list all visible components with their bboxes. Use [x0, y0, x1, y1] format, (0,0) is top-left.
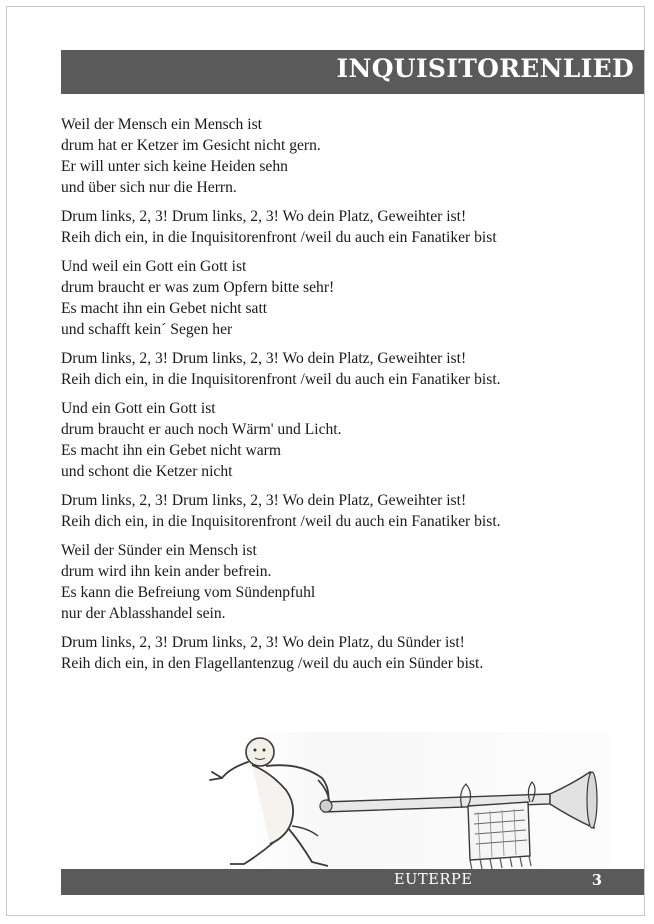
lyric-line: Und weil ein Gott ein Gott ist [61, 258, 247, 275]
lyric-line: Reih dich ein, in den Flagellantenzug /weil du auch ein Sünder bist. [61, 655, 484, 672]
lyric-line: Weil der Mensch ein Mensch ist [61, 116, 262, 133]
lyric-line: drum wird ihn kein ander befrein. [61, 563, 272, 580]
lyric-line: Es macht ihn ein Gebet nicht satt [61, 300, 268, 317]
lyric-line: Drum links, 2, 3! Drum links, 2, 3! Wo dein Platz, Geweihter ist! [61, 492, 467, 509]
lyric-line: drum braucht er auch noch Wärm' und Licht. [61, 421, 342, 438]
lyric-line: Es macht ihn ein Gebet nicht warm [61, 442, 281, 459]
lyric-line: drum braucht er was zum Opfern bitte sehr! [61, 279, 335, 296]
page-number: 3 [591, 872, 602, 889]
lyric-line: Weil der Sünder ein Mensch ist [61, 542, 257, 559]
lyric-line: Reih dich ein, in die Inquisitorenfront /weil du auch ein Fanatiker bist. [61, 513, 501, 530]
lyric-line: und schont die Ketzer nicht [61, 463, 233, 480]
stanza-refrain-2 [61, 348, 631, 390]
lyric-line: und schafft kein´ Segen her [61, 321, 233, 338]
stanza-refrain-4 [61, 632, 631, 674]
lyric-line: Drum links, 2, 3! Drum links, 2, 3! Wo dein Platz, Geweihter ist! [61, 350, 467, 367]
lyric-line: Reih dich ein, in die Inquisitorenfront /weil du auch ein Fanatiker bist [61, 229, 497, 246]
lyric-line: drum hat er Ketzer im Gesicht nicht gern. [61, 137, 321, 154]
lyric-line: Und ein Gott ein Gott ist [61, 400, 216, 417]
footer-bar [61, 869, 644, 895]
lyric-line: Drum links, 2, 3! Drum links, 2, 3! Wo dein Platz, Geweihter ist! [61, 208, 467, 225]
lyric-line: Es kann die Befreiung vom Sündenpfuhl [61, 584, 316, 601]
stanza-refrain-1 [61, 206, 631, 248]
song-text [61, 114, 631, 682]
stanza-verse-4 [61, 540, 631, 624]
lyric-line: Reih dich ein, in die Inquisitorenfront /weil du auch ein Fanatiker bist. [61, 371, 501, 388]
trumpeter-figure-icon [200, 732, 610, 872]
stanza-verse-2 [61, 256, 631, 340]
stanza-verse-3 [61, 398, 631, 482]
page-title: INQUISITORENLIED [336, 54, 634, 83]
lyric-line: Er will unter sich keine Heiden sehn [61, 158, 288, 175]
stanza-verse-1 [61, 114, 631, 198]
lyric-line: Drum links, 2, 3! Drum links, 2, 3! Wo dein Platz, du Sünder ist! [61, 634, 465, 651]
header-bar [61, 50, 644, 94]
lyric-line: nur der Ablasshandel sein. [61, 605, 226, 622]
stanza-refrain-3 [61, 490, 631, 532]
footer-title: EUTERPE [394, 872, 473, 888]
lyric-line: und über sich nur die Herrn. [61, 179, 237, 196]
